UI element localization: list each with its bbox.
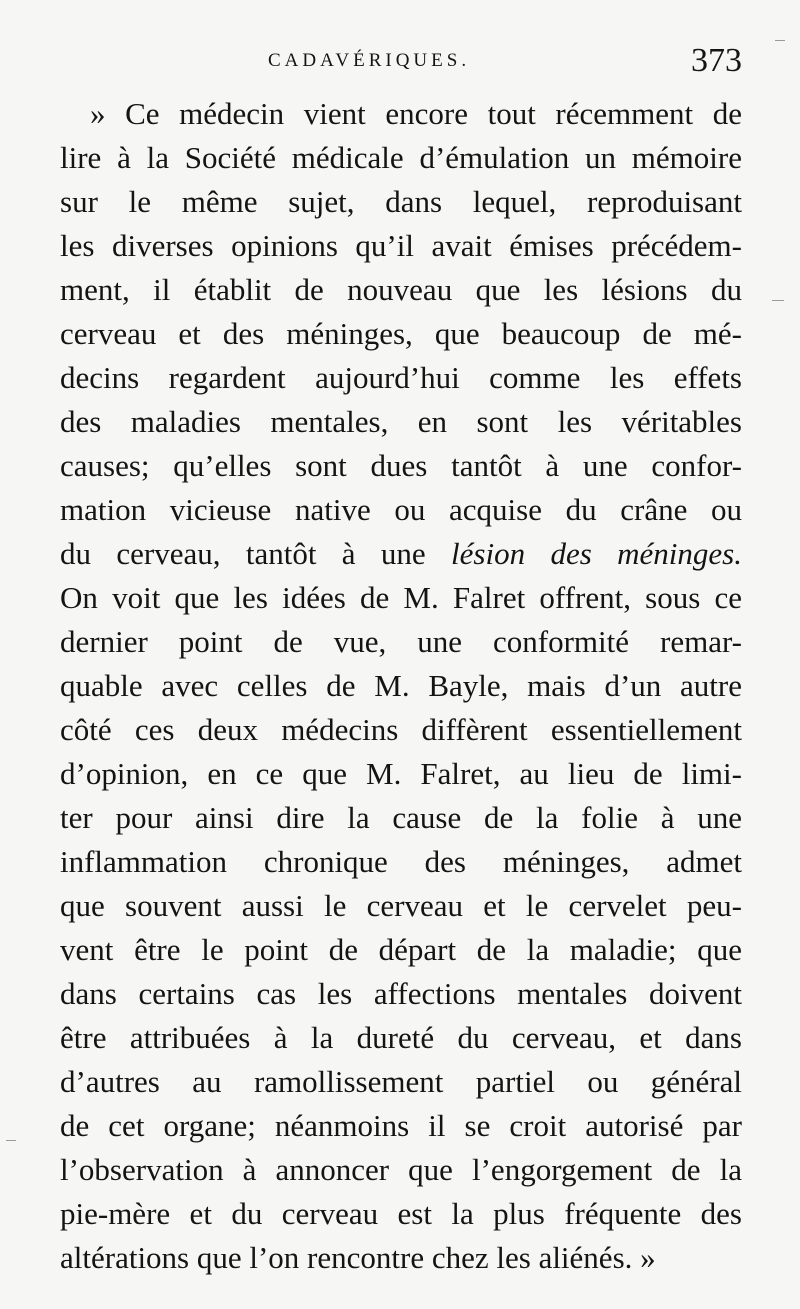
text-line: dernier point de vue, une conformité remar- (60, 624, 742, 659)
text-line: quable avec celles de M. Bayle, mais d’un autre (60, 668, 742, 703)
text-line: d’opinion, en ce que M. Falret, au lieu de limi- (60, 756, 742, 791)
text-line: decins regardent aujourd’hui comme les effets (60, 360, 742, 395)
text-line: que souvent aussi le cerveau et le cervelet peu- (60, 888, 742, 923)
text-line: sur le même sujet, dans lequel, reproduisant (60, 184, 742, 219)
margin-mark (772, 300, 784, 301)
text-line: pie-mère et du cerveau est la plus fréquente des (60, 1196, 742, 1231)
text-line: de cet organe; néanmoins il se croit autorisé par (60, 1108, 742, 1143)
text-line: » Ce médecin vient encore tout récemment de (90, 96, 742, 131)
running-head: CADAVÉRIQUES. (268, 50, 471, 71)
italic-phrase: lésion des méninges. (451, 536, 742, 571)
page-number: 373 (691, 42, 742, 79)
text-line: lire à la Société médicale d’émulation un mémoire (60, 140, 742, 175)
text-line: On voit que les idées de M. Falret offrent, sous ce (60, 580, 742, 615)
text-line: ter pour ainsi dire la cause de la folie à une (60, 800, 742, 835)
text-line: cerveau et des méninges, que beaucoup de mé- (60, 316, 742, 351)
margin-mark (775, 40, 785, 41)
text-line: l’observation à annoncer que l’engorgement de la (60, 1152, 742, 1187)
text-line: inflammation chronique des méninges, admet (60, 844, 742, 879)
page-header (0, 42, 800, 84)
text-line: ment, il établit de nouveau que les lésions du (60, 272, 742, 307)
text-line: d’autres au ramollissement partiel ou général (60, 1064, 742, 1099)
text-line: côté ces deux médecins diffèrent essentiellement (60, 712, 742, 747)
text-line: mation vicieuse native ou acquise du crâne ou (60, 492, 742, 527)
text-line: causes; qu’elles sont dues tantôt à une confor- (60, 448, 742, 483)
text-line: vent être le point de départ de la maladie; que (60, 932, 742, 967)
margin-mark (6, 1140, 16, 1141)
text-line-with-italic (60, 532, 742, 576)
text-line: les diverses opinions qu’il avait émises précédem- (60, 228, 742, 263)
text-line: être attribuées à la dureté du cerveau, et dans (60, 1020, 742, 1055)
body-text (60, 92, 742, 1280)
text-line-roman-part: du cerveau, tantôt à une (60, 536, 452, 571)
text-line: altérations que l’on rencontre chez les aliénés. » (60, 1240, 656, 1275)
text-line: dans certains cas les affections mentales doivent (60, 976, 742, 1011)
text-line: des maladies mentales, en sont les véritables (60, 404, 742, 439)
